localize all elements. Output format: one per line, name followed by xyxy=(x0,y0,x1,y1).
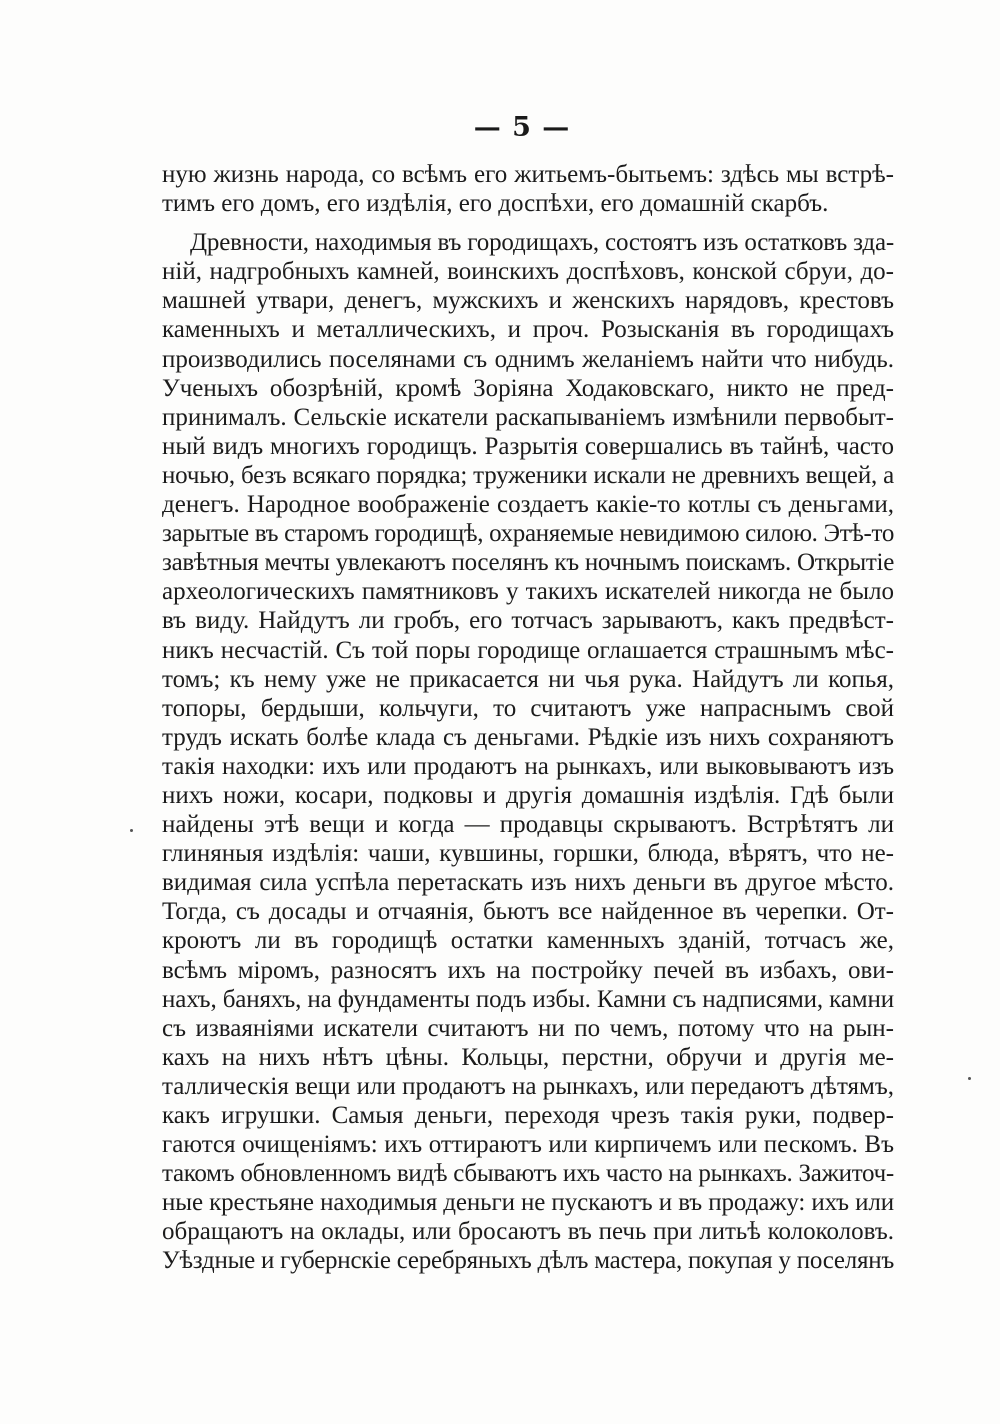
text-line: зарытые въ старомъ городищѣ, охраняемые невидимою силою. Этѣ-то xyxy=(162,520,894,548)
text-line: ную жизнь народа, со всѣмъ его житьемъ-бытьемъ: здѣсь мы встрѣ- xyxy=(162,161,894,188)
text-line: томъ; къ нему уже не прикасается ни чья рука. Найдутъ ли копья, xyxy=(162,665,894,693)
body-text xyxy=(162,160,894,1276)
text-line: Тогда, съ досады и отчаянія, бьютъ все найденное въ черепки. От- xyxy=(162,898,894,926)
text-line: никъ несчастій. Съ той поры городище оглашается страшнымъ мѣс- xyxy=(162,636,894,664)
text-line: завѣтныя мечты увлекаютъ поселянъ къ ночнымъ поискамъ. Открытіе xyxy=(162,549,895,577)
text-line: археологическихъ памятниковъ у такихъ искателей никогда не было xyxy=(162,578,894,606)
text-line: машней утвари, денегъ, мужскихъ и женскихъ нарядовъ, крестовъ xyxy=(162,287,894,315)
text-line: всѣмъ міромъ, разносятъ ихъ на постройку печей въ избахъ, ови- xyxy=(162,956,894,984)
text-line: ные крестьяне находимыя деньги не пускаютъ и въ продажу: ихъ или xyxy=(162,1189,895,1217)
paragraph-2 xyxy=(162,228,894,1275)
text-line: денегъ. Народное воображеніе создаетъ какіе-то котлы съ деньгами, xyxy=(162,491,894,519)
text-line: топоры, бердыши, кольчуги, то считаютъ уже напраснымъ свой xyxy=(162,694,894,722)
paragraph-gap xyxy=(162,218,894,228)
text-line: трудъ искать болѣе клада съ деньгами. Рѣдкіе изъ нихъ сохраняютъ xyxy=(162,723,894,751)
text-line: видимая сила успѣла перетаскать изъ нихъ деньги въ другое мѣсто. xyxy=(162,869,894,897)
text-line: гаются очищеніямъ: ихъ оттираютъ или кирпичемъ или пескомъ. Въ xyxy=(162,1131,894,1159)
text-line: каменныхъ и металлическихъ, и проч. Розысканія въ городищахъ xyxy=(162,316,894,344)
text-line: такомъ обновленномъ видѣ сбываютъ ихъ часто на рынкахъ. Зажиточ- xyxy=(162,1160,894,1188)
print-speck xyxy=(968,1077,971,1080)
text-line: ный видъ многихъ городищъ. Разрытія совершались въ тайнѣ, часто xyxy=(162,432,894,460)
text-line: нихъ ножи, косари, подковы и другія домашнія издѣлія. Гдѣ были xyxy=(162,781,894,809)
text-line: кроютъ ли въ городищѣ остатки каменныхъ зданій, тотчасъ же, xyxy=(162,927,894,955)
text-line: тимъ его домъ, его издѣлія, его доспѣхи, его домашній скарбъ. xyxy=(162,190,829,218)
text-line: какъ игрушки. Самыя деньги, переходя чрезъ такія руки, подвер- xyxy=(162,1102,894,1129)
print-speck xyxy=(130,829,133,832)
page-number: — 5 — xyxy=(473,112,571,143)
text-line: въ виду. Найдутъ ли гробъ, его тотчасъ зарываютъ, какъ предвѣст- xyxy=(162,607,894,635)
text-line: принималъ. Сельскіе искатели раскапываніемъ измѣнили первобыт- xyxy=(162,403,894,431)
paragraph-1 xyxy=(162,160,894,218)
text-line: производились поселянами съ однимъ желаніемъ найти что нибудь. xyxy=(162,345,894,373)
text-line: обращаютъ на оклады, или бросаютъ въ печь при литьѣ колоколовъ. xyxy=(162,1218,894,1246)
text-line: глиняныя издѣлія: чаши, кувшины, горшки, блюда, вѣрятъ, что не- xyxy=(162,840,894,868)
text-line: нахъ, баняхъ, на фундаменты подъ избы. Камни съ надписями, камни xyxy=(162,985,895,1013)
text-line: кахъ на нихъ нѣтъ цѣны. Кольцы, перстни, обручи и другія ме- xyxy=(162,1043,894,1071)
text-line: Ученыхъ обозрѣній, кромѣ Зоріяна Ходаковскаго, никто не пред- xyxy=(162,374,894,402)
text-line: съ изваяніями искатели считаютъ ни по чемъ, потому что на рын- xyxy=(162,1014,894,1042)
text-line: Уѣздные и губернскіе серебряныхъ дѣлъ мастера, покупая у поселянъ xyxy=(162,1247,895,1275)
text-line: ній, надгробныхъ камней, воинскихъ доспѣховъ, конской сбруи, до- xyxy=(162,258,894,286)
text-line: такія находки: ихъ или продаютъ на рынкахъ, или выковываютъ изъ xyxy=(162,752,894,780)
text-line: Древности, находимыя въ городищахъ, состоятъ изъ остатковъ зда- xyxy=(190,229,895,257)
text-line: ночью, безъ всякаго порядка; труженики искали не древнихъ вещей, а xyxy=(162,461,894,489)
text-line: таллическія вещи или продаютъ на рынкахъ, или передаютъ дѣтямъ, xyxy=(162,1072,895,1100)
text-line: найдены этѣ вещи и когда — продавцы скрываютъ. Встрѣтятъ ли xyxy=(162,811,894,839)
